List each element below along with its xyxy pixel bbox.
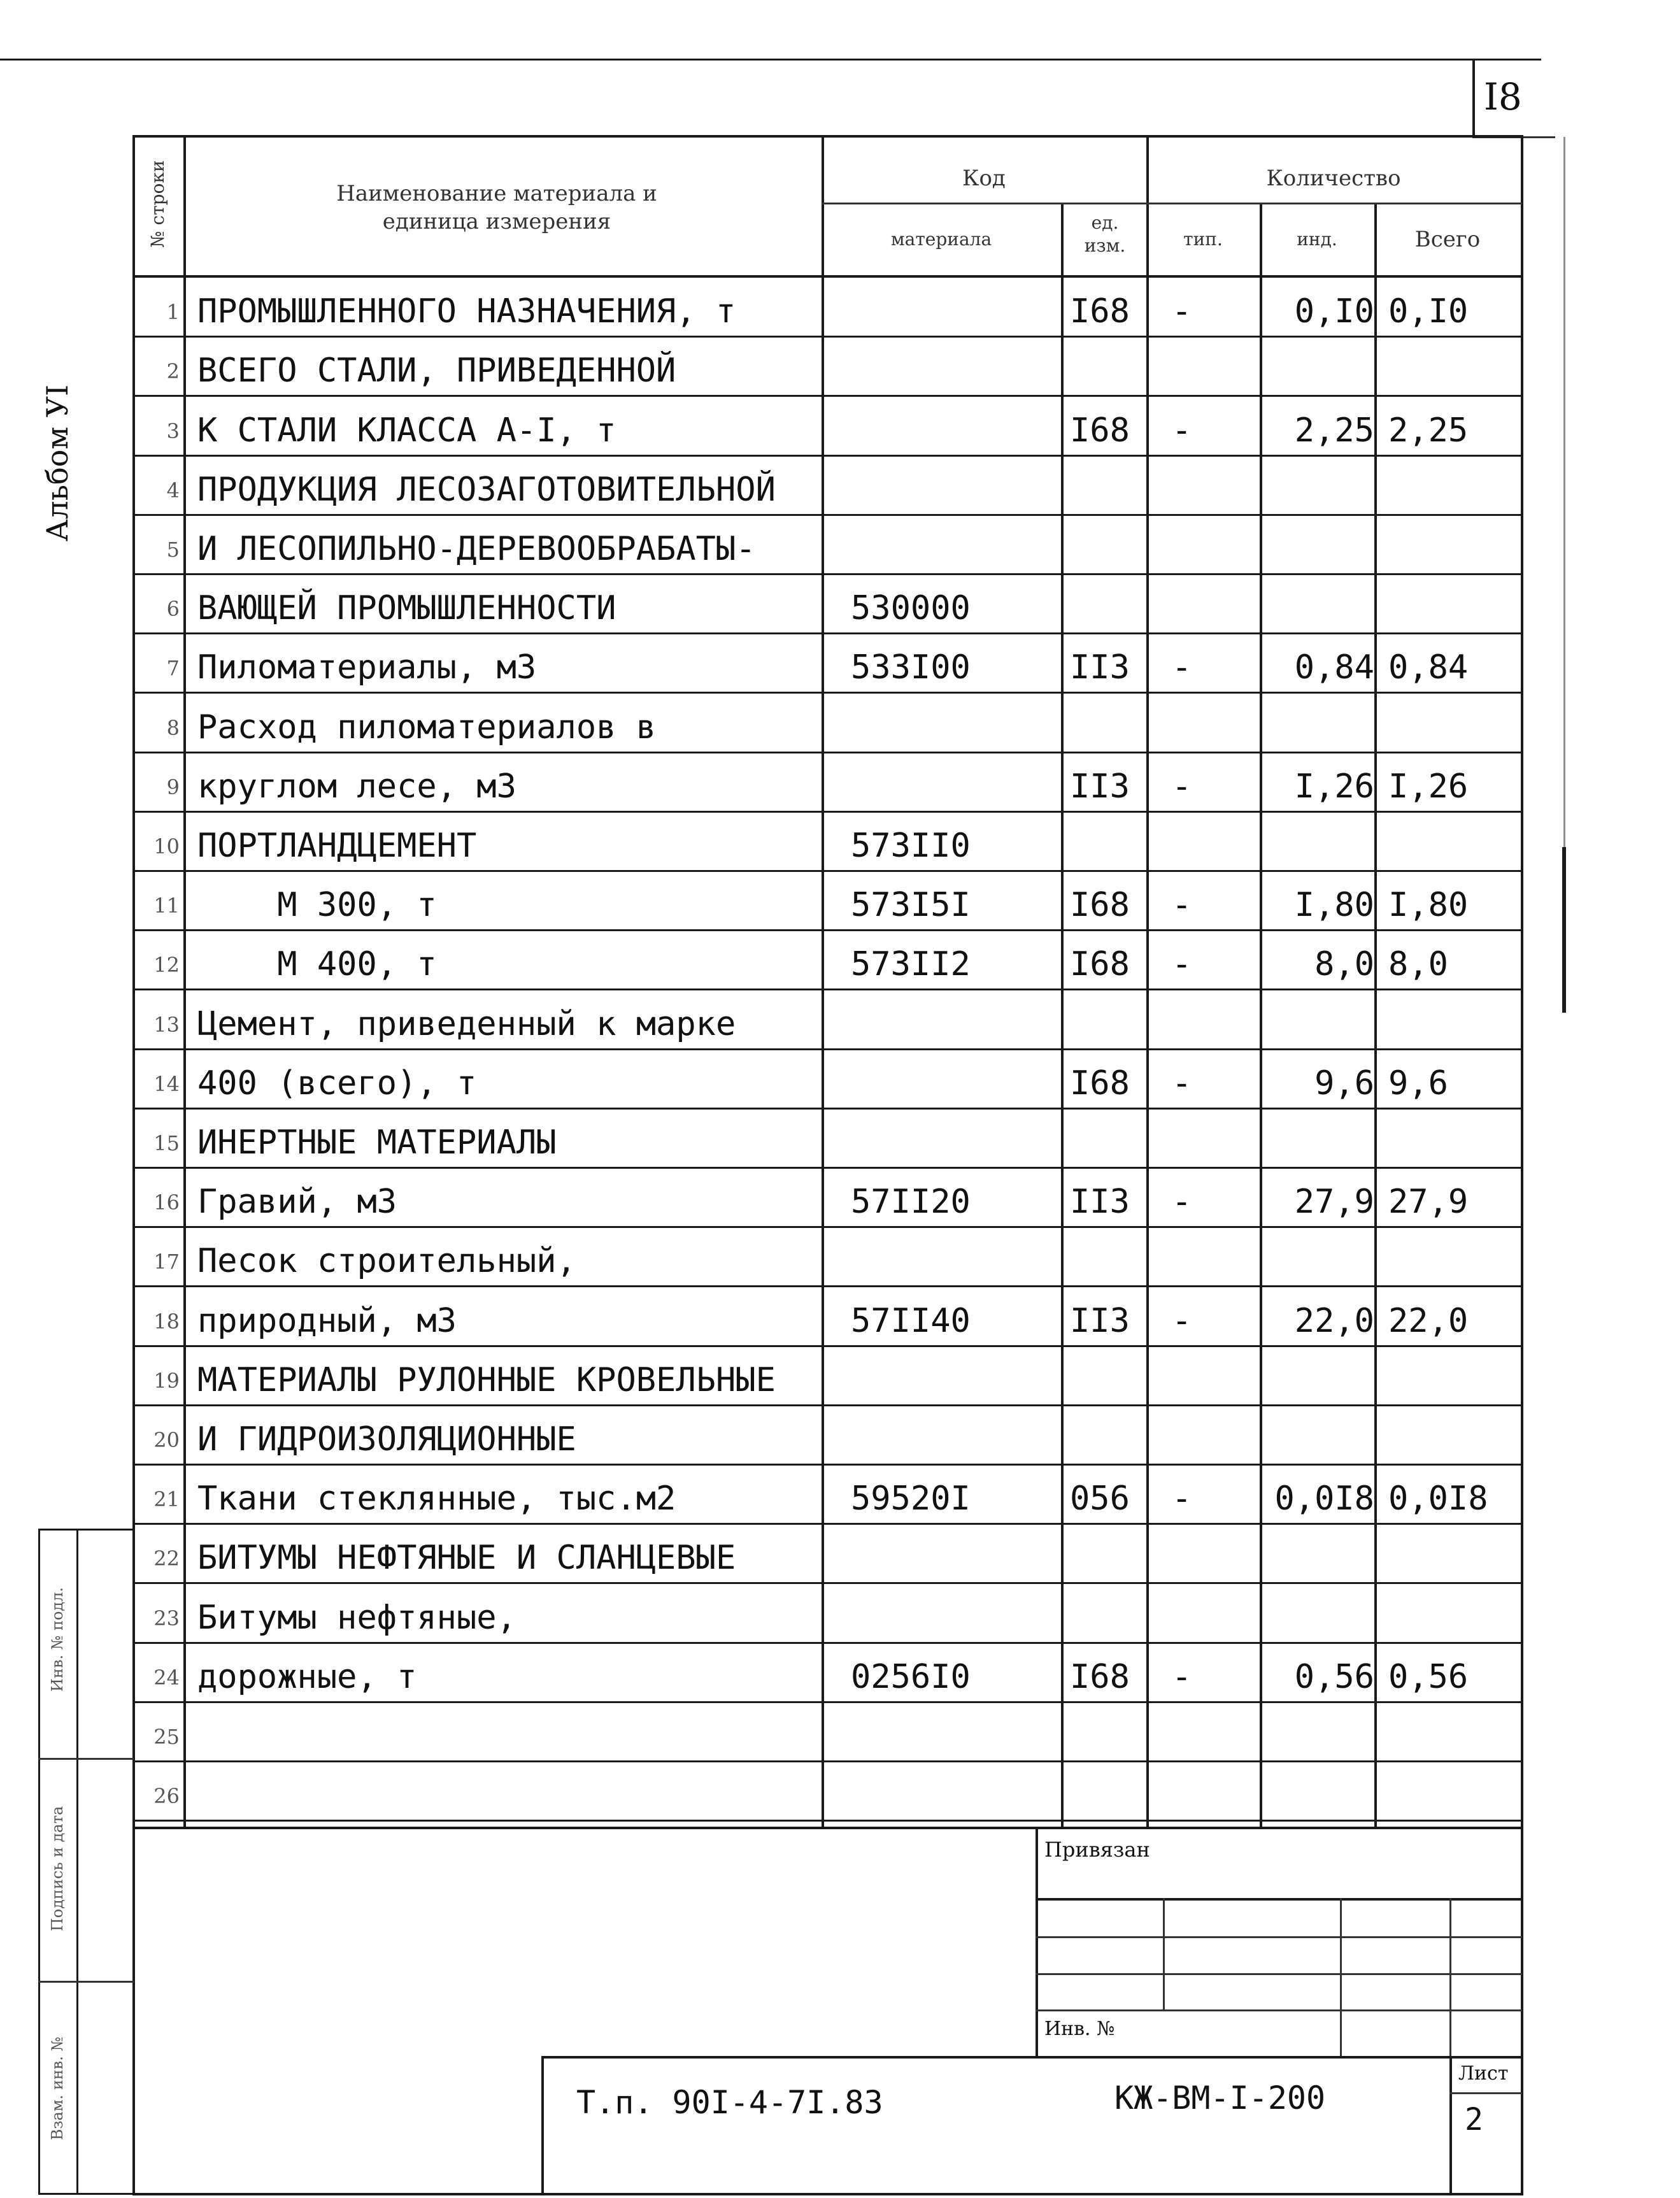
qty-ind-cell: 27,9 xyxy=(1294,1183,1374,1222)
header-qty-total: Всего xyxy=(1414,227,1481,252)
row-divider xyxy=(132,1048,1522,1050)
qty-total-cell: I,26 xyxy=(1388,767,1469,806)
qty-ind-cell: 8,0 xyxy=(1314,945,1374,984)
qty-total-cell: I,80 xyxy=(1388,886,1469,925)
stamp-title-top xyxy=(541,2056,1522,2059)
row-number: 4 xyxy=(166,478,180,503)
qty-typ-cell: - xyxy=(1172,1301,1192,1340)
row-divider xyxy=(132,1167,1522,1169)
material-name-cell: Песок строительный, xyxy=(197,1242,576,1281)
row-divider xyxy=(132,1701,1522,1703)
material-name-cell: БИТУМЫ НЕФТЯНЫЕ И СЛАНЦЕВЫЕ xyxy=(197,1539,736,1578)
row-number: 1 xyxy=(166,300,180,325)
unit-code-cell: II3 xyxy=(1070,648,1130,687)
row-number: 18 xyxy=(153,1309,180,1334)
right-margin-bar xyxy=(1562,847,1566,1013)
stamp-sheet-divider xyxy=(1449,2092,1522,2094)
header-mid-line xyxy=(822,203,1522,204)
material-code-cell: 57II40 xyxy=(851,1301,971,1340)
col-line-name xyxy=(822,135,824,1828)
material-name-cell: И ЛЕСОПИЛЬНО-ДЕРЕВООБРАБАТЫ- xyxy=(197,530,756,568)
row-divider xyxy=(132,1760,1522,1762)
qty-ind-cell: 0,0I8 xyxy=(1274,1480,1374,1518)
stamp-attached-left xyxy=(1036,1827,1038,2057)
col-line-unit xyxy=(1146,135,1149,1828)
qty-typ-cell: - xyxy=(1172,886,1192,925)
row-divider xyxy=(132,514,1522,516)
stamp-grid-col-2 xyxy=(1340,1898,1342,2057)
qty-total-cell: 2,25 xyxy=(1388,411,1469,450)
side-stamp-bottom xyxy=(38,2193,134,2195)
row-number: 2 xyxy=(166,359,180,384)
material-name-cell: И ГИДРОИЗОЛЯЦИОННЫЕ xyxy=(197,1420,576,1459)
header-code-material: материала xyxy=(890,229,992,250)
header-row-number: № строки xyxy=(146,160,168,248)
stamp-document-code: КЖ-ВМ-I-200 xyxy=(1114,2080,1326,2116)
material-name-cell: Расход пиломатериалов в xyxy=(197,708,657,746)
stamp-sheet-label: Лист xyxy=(1458,2062,1509,2085)
row-divider xyxy=(132,455,1522,457)
header-code-group: Код xyxy=(962,166,1006,191)
row-number: 7 xyxy=(166,656,180,681)
qty-typ-cell: - xyxy=(1172,1183,1192,1222)
row-number: 3 xyxy=(166,418,180,443)
row-divider xyxy=(132,929,1522,931)
row-divider xyxy=(132,1464,1522,1466)
material-code-cell: 533I00 xyxy=(851,648,971,687)
side-stamp-left xyxy=(38,1529,40,2194)
header-bottom-line xyxy=(132,275,1522,278)
material-code-cell: 530000 xyxy=(851,589,971,628)
qty-total-cell: 9,6 xyxy=(1388,1064,1448,1103)
table-left-border xyxy=(132,135,135,2195)
row-divider xyxy=(132,1345,1522,1347)
stamp-sheet-value: 2 xyxy=(1465,2102,1483,2137)
qty-typ-cell: - xyxy=(1172,945,1192,984)
material-name-cell: дорожные, т xyxy=(197,1657,417,1696)
material-name-cell: ПРОМЫШЛЕННОГО НАЗНАЧЕНИЯ, т xyxy=(197,292,736,331)
qty-total-cell: 0,I0 xyxy=(1388,292,1469,331)
material-name-cell: Пиломатериалы, м3 xyxy=(197,648,537,687)
material-code-cell: 0256I0 xyxy=(851,1657,971,1696)
row-divider xyxy=(132,752,1522,753)
qty-ind-cell: 0,84 xyxy=(1294,648,1374,687)
row-number: 13 xyxy=(153,1012,180,1037)
material-name-cell: М 300, т xyxy=(197,886,437,925)
material-code-cell: 57II20 xyxy=(851,1183,971,1222)
unit-code-cell: I68 xyxy=(1070,886,1130,925)
qty-ind-cell: 0,56 xyxy=(1294,1657,1374,1696)
row-divider xyxy=(132,1820,1522,1822)
unit-code-cell: I68 xyxy=(1070,1657,1130,1696)
side-stamp-div-1 xyxy=(38,1758,134,1760)
header-code-unit: ед. изм. xyxy=(1084,212,1126,257)
material-name-cell: М 400, т xyxy=(197,945,437,984)
row-number: 17 xyxy=(153,1250,180,1274)
side-stamp-sign: Подпись и дата xyxy=(48,1806,66,1932)
qty-ind-cell: 9,6 xyxy=(1314,1064,1374,1103)
stamp-title-left xyxy=(541,2056,544,2194)
material-name-cell: Битумы нефтяные, xyxy=(197,1598,516,1637)
row-number: 14 xyxy=(153,1071,180,1096)
side-stamp-top xyxy=(38,1529,134,1531)
qty-typ-cell: - xyxy=(1172,767,1192,806)
qty-typ-cell: - xyxy=(1172,292,1192,331)
stamp-sheet-left xyxy=(1449,2056,1452,2194)
side-stamp-mid xyxy=(76,1529,78,2194)
table-bottom-border xyxy=(132,2193,1522,2195)
stamp-top-line xyxy=(132,1827,1522,1829)
material-code-cell: 573I5I xyxy=(851,886,971,925)
row-number: 8 xyxy=(166,715,180,740)
table-top-border xyxy=(132,135,1522,138)
table-right-border xyxy=(1521,135,1523,2195)
unit-code-cell: I68 xyxy=(1070,411,1130,450)
qty-total-cell: 0,56 xyxy=(1388,1657,1469,1696)
row-number: 24 xyxy=(153,1665,180,1690)
stamp-grid-col-3 xyxy=(1449,1898,1451,2057)
row-divider xyxy=(132,1404,1522,1406)
material-name-cell: природный, м3 xyxy=(197,1301,457,1340)
stamp-inv-label: Инв. № xyxy=(1044,2018,1115,2040)
row-divider xyxy=(132,1582,1522,1584)
qty-typ-cell: - xyxy=(1172,1480,1192,1518)
row-divider xyxy=(132,1523,1522,1525)
side-stamp-div-2 xyxy=(38,1981,134,1983)
unit-code-cell: II3 xyxy=(1070,1183,1130,1222)
row-number: 25 xyxy=(153,1725,180,1749)
material-name-cell: МАТЕРИАЛЫ РУЛОННЫЕ КРОВЕЛЬНЫЕ xyxy=(197,1360,776,1399)
row-divider xyxy=(132,336,1522,338)
material-name-cell: К СТАЛИ КЛАССА А-I, т xyxy=(197,411,616,450)
row-number: 23 xyxy=(153,1606,180,1631)
qty-typ-cell: - xyxy=(1172,1657,1192,1696)
row-number: 20 xyxy=(153,1428,180,1452)
qty-ind-cell: 0,I0 xyxy=(1294,292,1374,331)
row-number: 9 xyxy=(166,774,180,799)
unit-code-cell: II3 xyxy=(1070,1301,1130,1340)
qty-typ-cell: - xyxy=(1172,411,1192,450)
sheet-number: I8 xyxy=(1484,75,1522,118)
qty-total-cell: 8,0 xyxy=(1388,945,1448,984)
qty-total-cell: 0,84 xyxy=(1388,648,1469,687)
row-divider xyxy=(132,988,1522,990)
qty-ind-cell: 2,25 xyxy=(1294,411,1374,450)
side-stamp-replace: Взам. инв. № xyxy=(48,2036,66,2141)
qty-typ-cell: - xyxy=(1172,1064,1192,1103)
unit-code-cell: I68 xyxy=(1070,1064,1130,1103)
qty-ind-cell: I,26 xyxy=(1294,767,1374,806)
material-name-cell: Гравий, м3 xyxy=(197,1183,397,1222)
stamp-grid-col-1 xyxy=(1163,1898,1165,2011)
sheet-number-box-left xyxy=(1472,61,1475,137)
material-name-cell: Ткани стеклянные, тыс.м2 xyxy=(197,1480,676,1518)
row-number: 26 xyxy=(153,1784,180,1809)
row-divider xyxy=(132,1108,1522,1110)
row-divider xyxy=(132,573,1522,575)
qty-total-cell: 22,0 xyxy=(1388,1301,1469,1340)
row-divider xyxy=(132,1642,1522,1644)
material-name-cell: ВАЮЩЕЙ ПРОМЫШЛЕННОСТИ xyxy=(197,589,616,628)
qty-typ-cell: - xyxy=(1172,648,1192,687)
material-name-cell: ПРОДУКЦИЯ ЛЕСОЗАГОТОВИТЕЛЬНОЙ xyxy=(197,470,776,509)
material-name-cell: 400 (всего), т xyxy=(197,1064,477,1103)
header-qty-typ: тип. xyxy=(1183,229,1223,250)
row-number: 10 xyxy=(153,834,180,859)
row-number: 15 xyxy=(153,1131,180,1155)
stamp-project-number: Т.п. 90I-4-7I.83 xyxy=(576,2084,883,2121)
row-number: 6 xyxy=(166,597,180,622)
material-code-cell: 573II0 xyxy=(851,827,971,865)
material-code-cell: 59520I xyxy=(851,1480,971,1518)
unit-code-cell: II3 xyxy=(1070,767,1130,806)
row-number: 19 xyxy=(153,1368,180,1393)
row-number: 5 xyxy=(166,538,180,562)
row-number: 21 xyxy=(153,1487,180,1512)
album-label: Альбом УI xyxy=(40,384,75,542)
row-divider xyxy=(132,632,1522,634)
material-name-cell: ПОРТЛАНДЦЕМЕНТ xyxy=(197,827,477,865)
material-name-cell: ВСЕГО СТАЛИ, ПРИВЕДЕННОЙ xyxy=(197,352,676,390)
side-stamp-inv: Инв. № подл. xyxy=(48,1587,66,1692)
header-quantity-group: Количество xyxy=(1266,166,1401,191)
material-code-cell: 573II2 xyxy=(851,945,971,984)
stamp-attached-label: Привязан xyxy=(1044,1838,1150,1862)
header-material-name: Наименование материала и единица измерения xyxy=(336,181,657,235)
row-divider xyxy=(132,395,1522,397)
material-name-cell: ИНЕРТНЫЕ МАТЕРИАЛЫ xyxy=(197,1124,557,1162)
row-divider xyxy=(132,1226,1522,1228)
row-number: 12 xyxy=(153,953,180,978)
material-name-cell: Цемент, приведенный к марке xyxy=(197,1004,736,1043)
qty-ind-cell: I,80 xyxy=(1294,886,1374,925)
qty-total-cell: 0,0I8 xyxy=(1388,1480,1488,1518)
row-number: 22 xyxy=(153,1546,180,1571)
qty-ind-cell: 22,0 xyxy=(1294,1301,1374,1340)
row-number: 11 xyxy=(153,894,180,918)
row-divider xyxy=(132,870,1522,872)
qty-total-cell: 27,9 xyxy=(1388,1183,1469,1222)
row-divider xyxy=(132,692,1522,694)
row-divider xyxy=(132,811,1522,813)
material-name-cell: круглом лесе, м3 xyxy=(197,767,516,806)
top-border-line xyxy=(0,59,1541,61)
row-number: 16 xyxy=(153,1190,180,1215)
unit-code-cell: I68 xyxy=(1070,292,1130,331)
col-line-num xyxy=(183,135,186,1828)
unit-code-cell: 056 xyxy=(1070,1480,1130,1518)
header-qty-ind: инд. xyxy=(1297,229,1337,250)
row-divider xyxy=(132,1285,1522,1287)
unit-code-cell: I68 xyxy=(1070,945,1130,984)
